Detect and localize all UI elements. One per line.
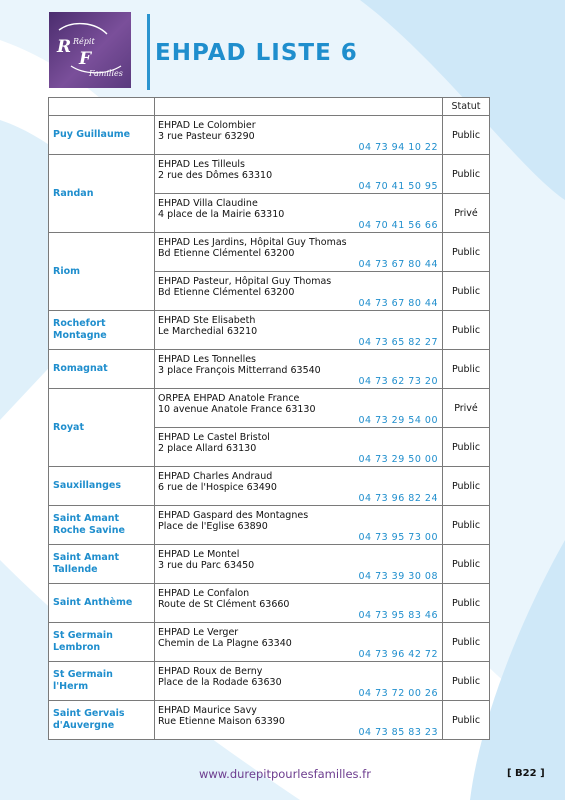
facility-phone[interactable]: 04 70 41 50 95 xyxy=(358,181,438,192)
facility-cell xyxy=(155,428,443,467)
facility-address: Bd Etienne Clémentel 63200 xyxy=(158,287,295,298)
facility-phone[interactable]: 04 73 67 80 44 xyxy=(358,298,438,309)
facility-address: Place de l'Eglise 63890 xyxy=(158,521,268,532)
facility-phone[interactable]: 04 73 94 10 22 xyxy=(358,142,438,153)
status-cell: Public xyxy=(443,233,490,272)
facility-cell xyxy=(155,467,443,506)
table-row xyxy=(49,350,490,389)
facility-address: 3 place François Mitterrand 63540 xyxy=(158,365,321,376)
facility-cell xyxy=(155,389,443,428)
facility-address: Rue Etienne Maison 63390 xyxy=(158,716,285,727)
status-cell: Public xyxy=(443,350,490,389)
status-cell: Public xyxy=(443,155,490,194)
facility-cell xyxy=(155,194,443,233)
facility-cell xyxy=(155,311,443,350)
facility-name: EHPAD Les Tonnelles xyxy=(158,354,257,365)
facility-phone[interactable]: 04 73 67 80 44 xyxy=(358,259,438,270)
header-city-cell xyxy=(49,98,155,116)
facility-name: EHPAD Maurice Savy xyxy=(158,705,257,716)
facility-phone[interactable]: 04 73 85 83 23 xyxy=(358,727,438,738)
facility-phone[interactable]: 04 70 41 56 66 xyxy=(358,220,438,231)
city-cell: Puy Guillaume xyxy=(49,116,155,155)
facility-cell xyxy=(155,662,443,701)
facility-address: Chemin de La Plagne 63340 xyxy=(158,638,292,649)
ehpad-table xyxy=(48,97,490,740)
city-cell: Riom xyxy=(49,233,155,311)
table-row xyxy=(49,467,490,506)
table-row xyxy=(49,233,490,272)
facility-phone[interactable]: 04 73 62 73 20 xyxy=(358,376,438,387)
status-cell: Public xyxy=(443,623,490,662)
facility-address: 10 avenue Anatole France 63130 xyxy=(158,404,316,415)
facility-cell xyxy=(155,116,443,155)
facility-name: EHPAD Roux de Berny xyxy=(158,666,263,677)
table-row xyxy=(49,623,490,662)
status-cell: Public xyxy=(443,116,490,155)
status-cell: Public xyxy=(443,272,490,311)
city-cell: Sauxillanges xyxy=(49,467,155,506)
title-divider xyxy=(147,14,150,90)
status-column-header: Statut xyxy=(443,98,490,116)
facility-name: EHPAD Les Tilleuls xyxy=(158,159,245,170)
status-cell: Privé xyxy=(443,389,490,428)
facility-cell xyxy=(155,584,443,623)
facility-name: ORPEA EHPAD Anatole France xyxy=(158,393,300,404)
status-cell: Public xyxy=(443,467,490,506)
facility-cell xyxy=(155,506,443,545)
facility-name: EHPAD Le Confalon xyxy=(158,588,250,599)
city-cell: Rochefort Montagne xyxy=(49,311,155,350)
facility-phone[interactable]: 04 73 29 50 00 xyxy=(358,454,438,465)
facility-address: Place de la Rodade 63630 xyxy=(158,677,282,688)
status-cell: Public xyxy=(443,428,490,467)
svg-text:F: F xyxy=(79,49,92,69)
table-row xyxy=(49,662,490,701)
logo xyxy=(49,12,131,88)
facility-address: 2 rue des Dômes 63310 xyxy=(158,170,273,181)
table-row xyxy=(49,116,490,155)
table-row xyxy=(49,701,490,740)
status-cell: Public xyxy=(443,584,490,623)
footer-url[interactable]: www.durepitpourlesfamilles.fr xyxy=(199,767,371,781)
city-cell: Royat xyxy=(49,389,155,467)
status-cell: Privé xyxy=(443,194,490,233)
facility-name: EHPAD Le Montel xyxy=(158,549,240,560)
facility-name: EHPAD Le Verger xyxy=(158,627,239,638)
page-title: EHPAD LISTE 6 xyxy=(155,40,358,66)
facility-address: 3 rue Pasteur 63290 xyxy=(158,131,255,142)
table-row xyxy=(49,389,490,428)
facility-name: EHPAD Les Jardins, Hôpital Guy Thomas xyxy=(158,237,347,248)
city-cell: Romagnat xyxy=(49,350,155,389)
city-cell: St Germain Lembron xyxy=(49,623,155,662)
status-cell: Public xyxy=(443,506,490,545)
facility-address: 4 place de la Mairie 63310 xyxy=(158,209,285,220)
facility-address: 2 place Allard 63130 xyxy=(158,443,257,454)
facility-cell xyxy=(155,350,443,389)
facility-cell xyxy=(155,701,443,740)
facility-address: Le Marchedial 63210 xyxy=(158,326,258,337)
status-cell: Public xyxy=(443,662,490,701)
city-cell: Saint Anthème xyxy=(49,584,155,623)
status-cell: Public xyxy=(443,311,490,350)
facility-cell xyxy=(155,545,443,584)
facility-phone[interactable]: 04 73 29 54 00 xyxy=(358,415,438,426)
header-info-cell xyxy=(155,98,443,116)
facility-address: Route de St Clément 63660 xyxy=(158,599,290,610)
facility-phone[interactable]: 04 73 96 42 72 xyxy=(358,649,438,660)
facility-cell xyxy=(155,233,443,272)
facility-cell xyxy=(155,623,443,662)
facility-name: EHPAD Le Colombier xyxy=(158,120,256,131)
svg-text:Familles: Familles xyxy=(89,69,123,78)
facility-name: EHPAD Charles Andraud xyxy=(158,471,273,482)
facility-phone[interactable]: 04 73 72 00 26 xyxy=(358,688,438,699)
table-row xyxy=(49,155,490,194)
svg-text:R: R xyxy=(57,37,72,57)
facility-cell xyxy=(155,272,443,311)
city-cell: Saint Amant Tallende xyxy=(49,545,155,584)
facility-address: 3 rue du Parc 63450 xyxy=(158,560,255,571)
facility-cell xyxy=(155,155,443,194)
city-cell: Saint Amant Roche Savine xyxy=(49,506,155,545)
table-row xyxy=(49,584,490,623)
facility-name: EHPAD Villa Claudine xyxy=(158,198,258,209)
city-cell: Saint Gervais d'Auvergne xyxy=(49,701,155,740)
city-cell: Randan xyxy=(49,155,155,233)
svg-text:Répit: Répit xyxy=(73,37,95,46)
table-body xyxy=(49,116,490,740)
facility-phone[interactable]: 04 73 65 82 27 xyxy=(358,337,438,348)
logo-graphic xyxy=(49,12,131,88)
facility-phone[interactable]: 04 73 96 82 24 xyxy=(358,493,438,504)
facility-name: EHPAD Ste Elisabeth xyxy=(158,315,256,326)
table-row xyxy=(49,545,490,584)
facility-phone[interactable]: 04 73 95 83 46 xyxy=(358,610,438,621)
facility-phone[interactable]: 04 73 95 73 00 xyxy=(358,532,438,543)
status-cell: Public xyxy=(443,545,490,584)
facility-address: 6 rue de l'Hospice 63490 xyxy=(158,482,277,493)
table-header-row xyxy=(49,98,490,116)
facility-address: Bd Etienne Clémentel 63200 xyxy=(158,248,295,259)
table-row xyxy=(49,506,490,545)
status-cell: Public xyxy=(443,701,490,740)
table-row xyxy=(49,311,490,350)
facility-phone[interactable]: 04 73 39 30 08 xyxy=(358,571,438,582)
city-cell: St Germain l'Herm xyxy=(49,662,155,701)
facility-name: EHPAD Gaspard des Montagnes xyxy=(158,510,309,521)
facility-name: EHPAD Le Castel Bristol xyxy=(158,432,270,443)
page-number: [ B22 ] xyxy=(507,768,545,779)
facility-name: EHPAD Pasteur, Hôpital Guy Thomas xyxy=(158,276,332,287)
